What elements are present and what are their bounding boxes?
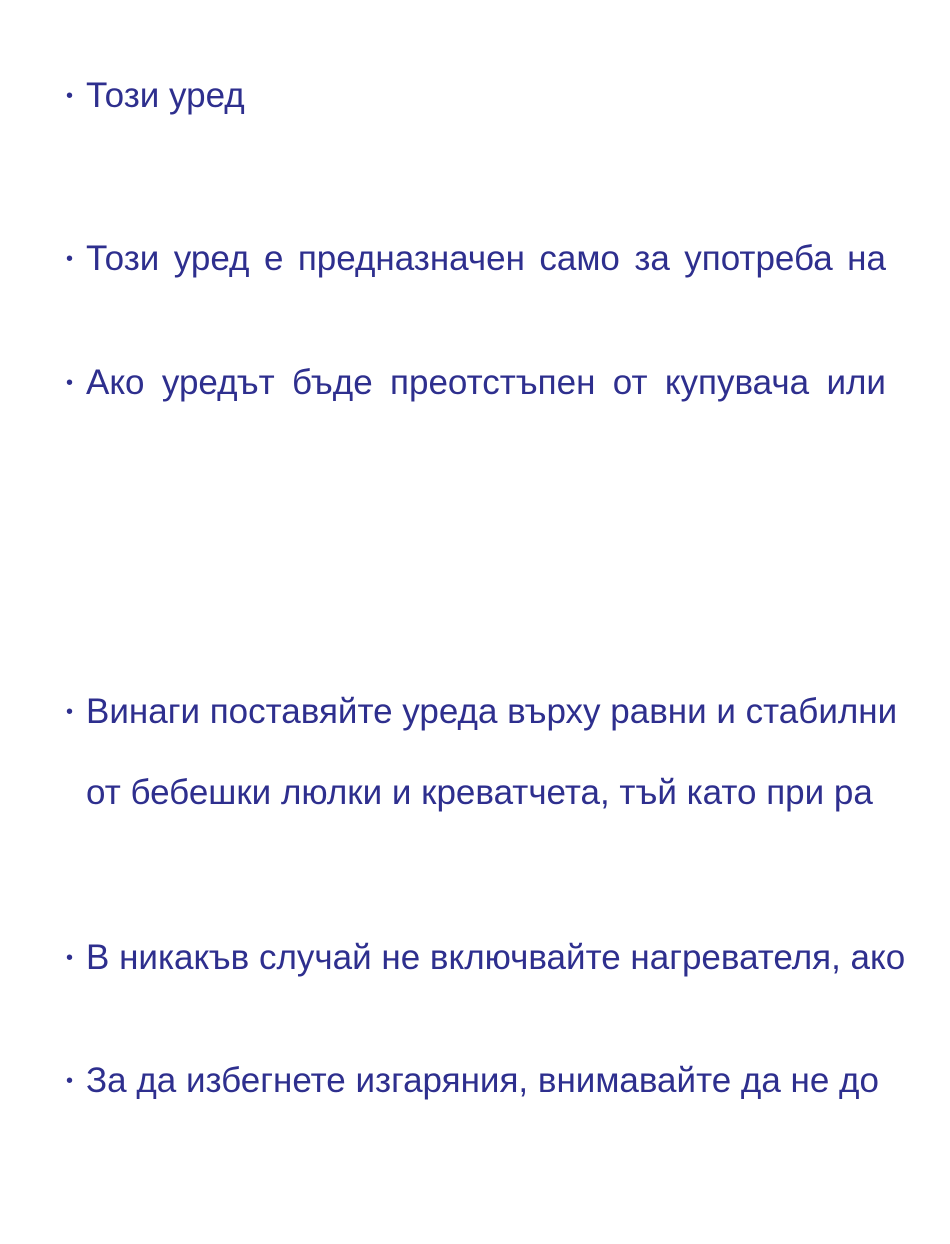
bullet-marker: • [66, 248, 74, 270]
bullet-text [86, 363, 886, 403]
bullet-item-4-continuation [86, 773, 886, 813]
bullet-marker: • [66, 372, 74, 394]
bullet-marker: • [66, 947, 74, 969]
bullet-text: В никакъв случай не включвайте нагревателя, ако [86, 938, 906, 977]
bullet-item-6 [66, 1061, 886, 1101]
bullet-text: Този уред [86, 76, 245, 115]
continuation-text: от бебешки люлки и креватчета, тъй като при ра [86, 773, 873, 812]
bullet-marker: • [66, 1070, 74, 1092]
word: бъде [292, 363, 373, 402]
word: само [539, 239, 620, 278]
bullet-item-4 [66, 692, 898, 732]
bullet-marker: • [66, 85, 74, 107]
word: уредът [161, 363, 275, 402]
word: е [263, 239, 284, 278]
bullet-marker: • [66, 701, 74, 723]
word: за [634, 239, 670, 278]
word: купувача [664, 363, 810, 402]
bullet-text: За да избегнете изгаряния, внимавайте да не до [86, 1061, 879, 1100]
bullet-text [86, 239, 886, 279]
bullet-text: Винаги поставяйте уреда върху равни и стабилни [86, 692, 898, 731]
word: употреба [684, 239, 833, 278]
bullet-item-1 [66, 76, 886, 116]
word: предназначен [297, 239, 525, 278]
bullet-item-3 [66, 363, 886, 403]
word: от [612, 363, 648, 402]
bullet-item-5 [66, 938, 906, 978]
word: уред [173, 239, 250, 278]
word: преотстъпен [390, 363, 596, 402]
word: Този [86, 239, 160, 278]
bullet-item-2 [66, 239, 886, 279]
word: Ако [86, 363, 145, 402]
word: на [847, 239, 886, 278]
word: или [826, 363, 886, 402]
